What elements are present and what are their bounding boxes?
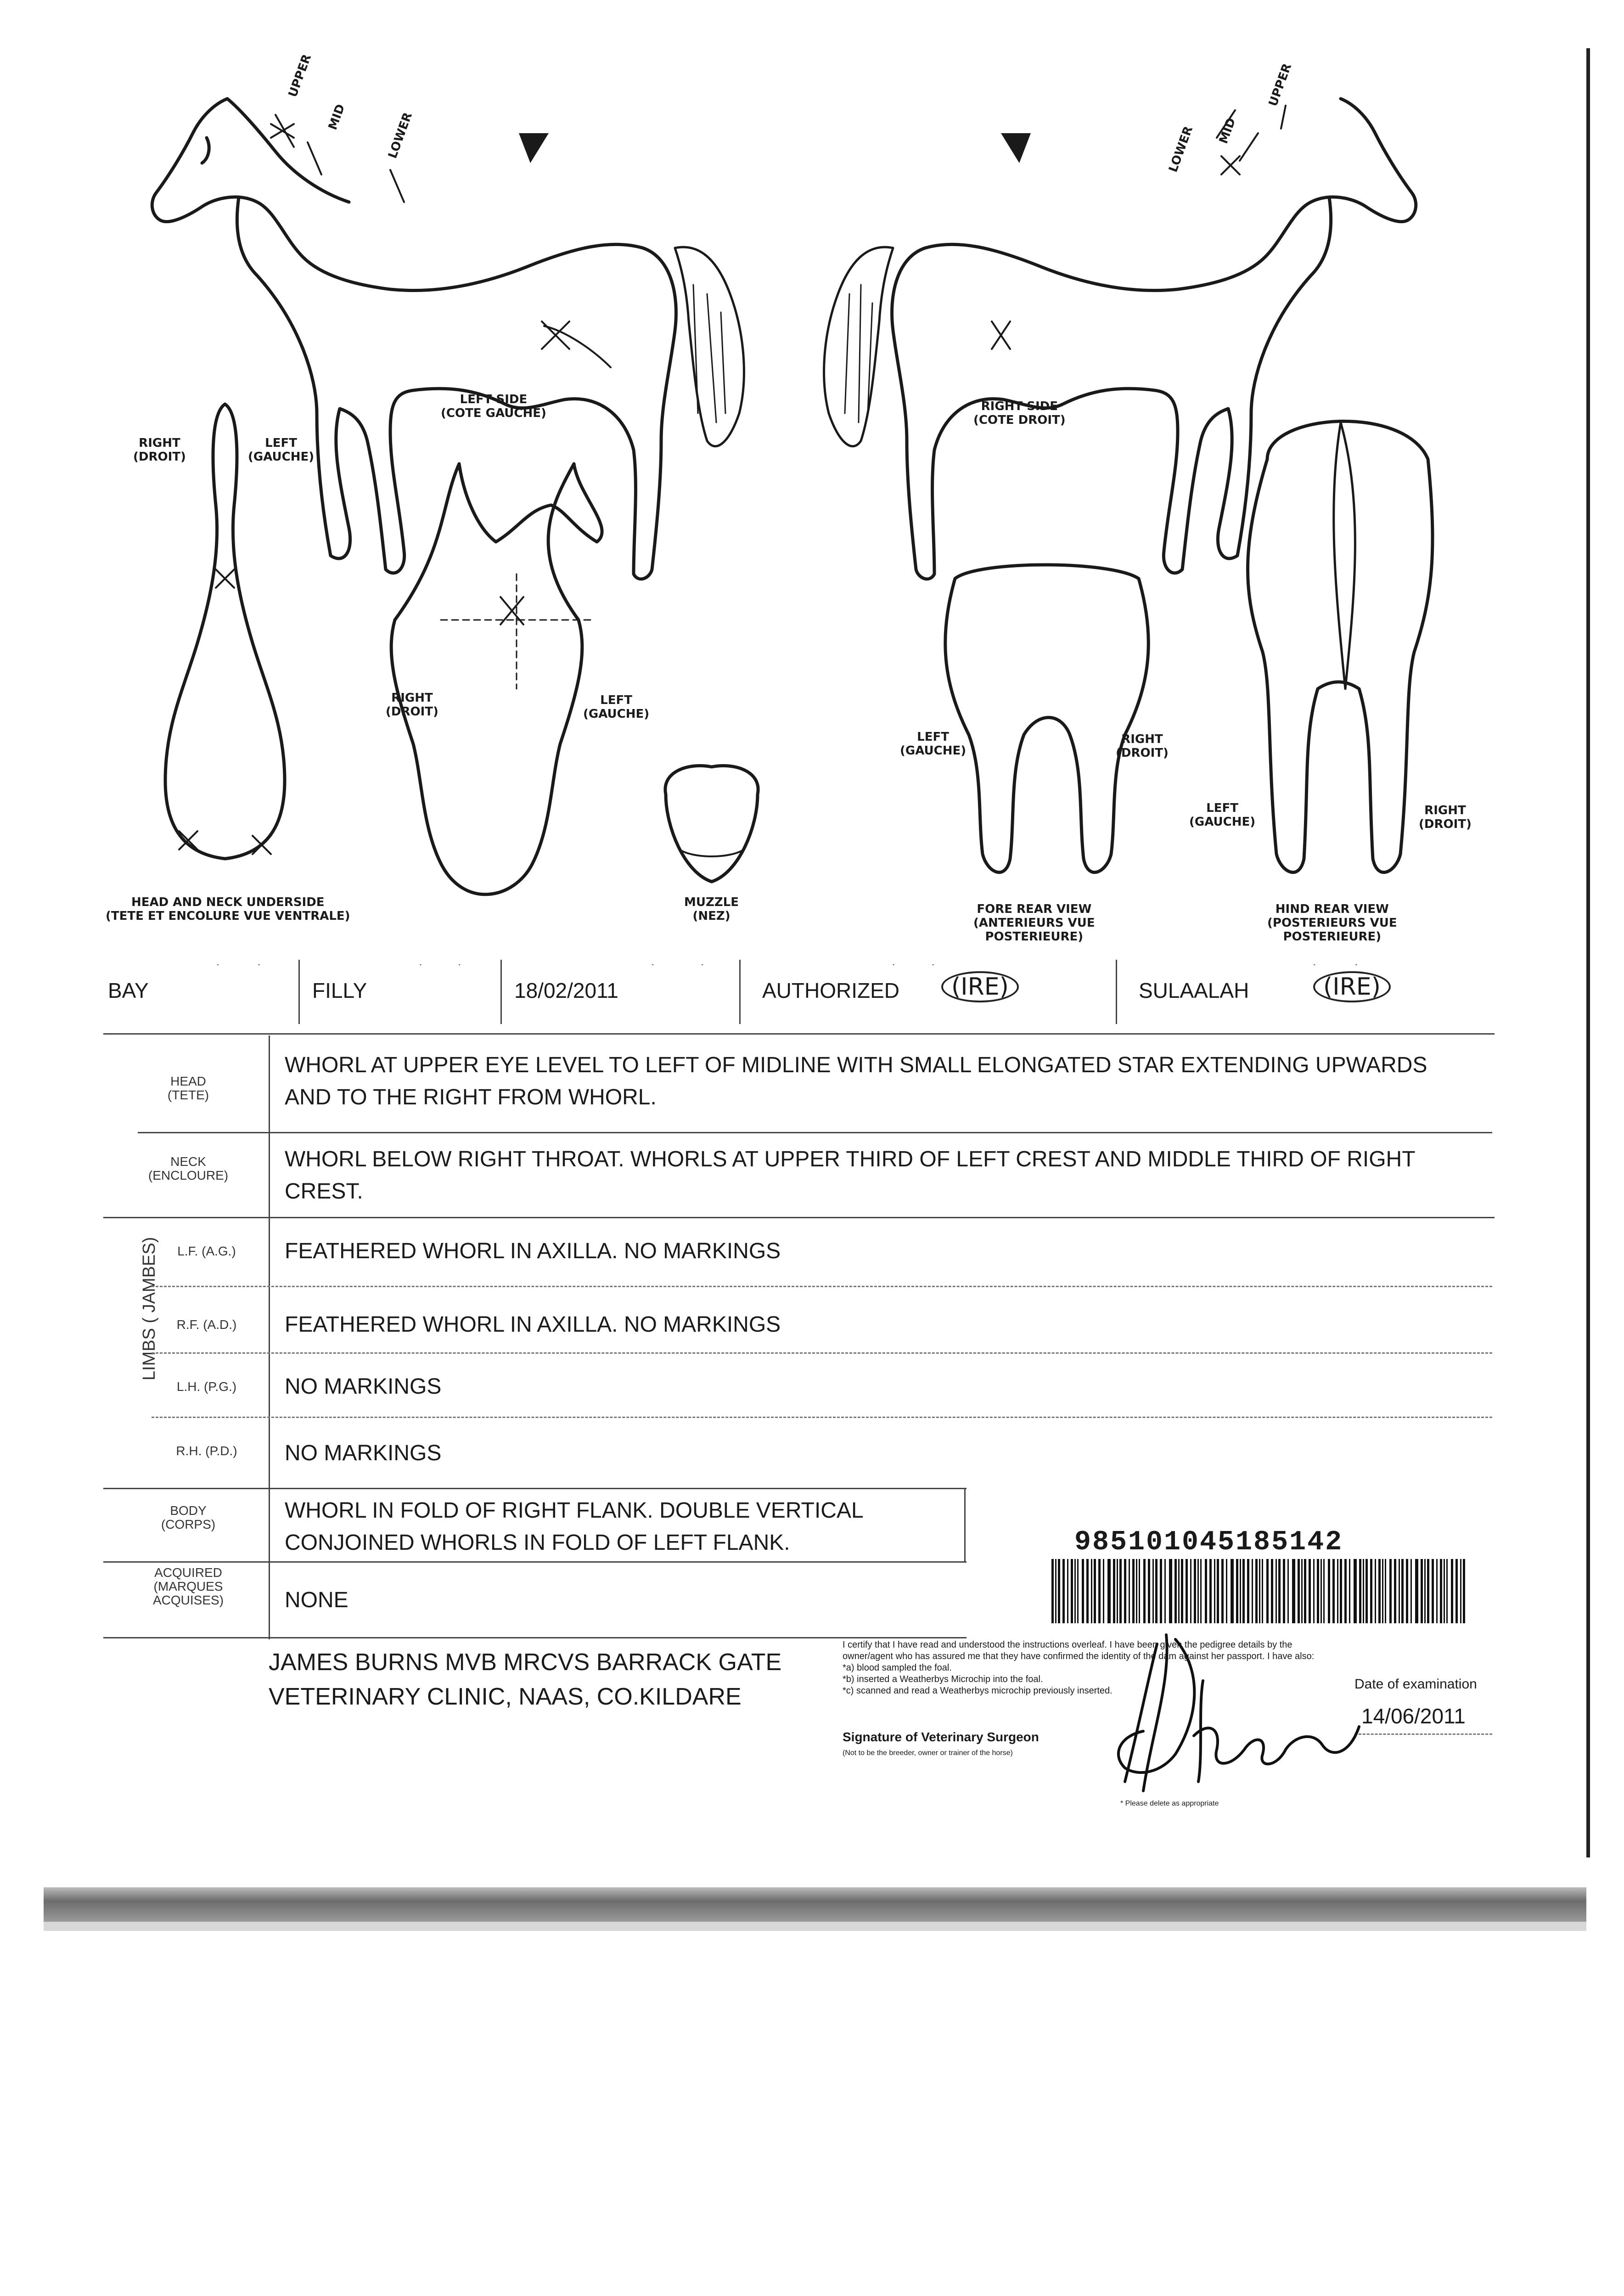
barcode-bar bbox=[1119, 1559, 1122, 1623]
divider-v3 bbox=[739, 960, 741, 1024]
signature-note: (Not to be the breeder, owner or trainer of the horse) bbox=[843, 1749, 1013, 1757]
barcode-bar bbox=[1055, 1559, 1056, 1623]
rule-lf bbox=[152, 1286, 1492, 1288]
barcode-bar bbox=[1174, 1559, 1177, 1623]
barcode-bar bbox=[1283, 1559, 1285, 1623]
label-mid-right: MID bbox=[1216, 116, 1239, 146]
barcode-bar bbox=[1399, 1559, 1400, 1623]
barcode-bar bbox=[1226, 1559, 1227, 1623]
fore-rear-view-outline bbox=[945, 565, 1149, 872]
barcode-bar bbox=[1117, 1559, 1118, 1623]
markings-label-divider bbox=[269, 1035, 270, 1639]
barcode-bar bbox=[1247, 1559, 1249, 1623]
barcode-bar bbox=[1415, 1559, 1418, 1623]
barcode-bar bbox=[1401, 1559, 1404, 1623]
barcode-bar bbox=[1098, 1559, 1101, 1623]
barcode-bar bbox=[1186, 1559, 1188, 1623]
barcode-bar bbox=[1266, 1559, 1269, 1623]
label-upper-right: UPPER bbox=[1266, 62, 1295, 108]
barcode-bar bbox=[1406, 1559, 1408, 1623]
lf-label: L.F. (A.G.) bbox=[177, 1244, 236, 1258]
label-face-left: LEFT (GAUCHE) bbox=[583, 693, 650, 721]
label-fore-left: LEFT (GAUCHE) bbox=[900, 730, 967, 758]
rule-under-header bbox=[103, 1033, 1495, 1035]
acquired-label: ACQUIRED (MARQUES ACQUISES) bbox=[152, 1565, 224, 1607]
barcode-bar bbox=[1252, 1559, 1253, 1623]
dob-value: 18/02/2011 bbox=[514, 979, 618, 1002]
label-hind-left: LEFT (GAUCHE) bbox=[1189, 801, 1256, 829]
barcode-bar bbox=[1169, 1559, 1172, 1623]
scan-edge-shadow bbox=[44, 1887, 1586, 1922]
label-hind-caption: HIND REAR VIEW (POSTERIEURS VUE POSTERIEURE) bbox=[1267, 902, 1397, 944]
barcode-bar bbox=[1062, 1559, 1065, 1623]
barcode-bar bbox=[1214, 1559, 1215, 1623]
barcode-bar bbox=[1143, 1559, 1146, 1623]
barcode-bar bbox=[1086, 1559, 1089, 1623]
header-crop-mask bbox=[44, 946, 1586, 964]
neck-label: NECK (ENCLOURE) bbox=[148, 1154, 229, 1182]
examination-date: 14/06/2011 bbox=[1361, 1704, 1466, 1728]
rule-head bbox=[138, 1132, 1492, 1133]
label-underside-right: RIGHT (DROIT) bbox=[133, 436, 186, 464]
rule-neck bbox=[103, 1217, 1495, 1218]
rule-acquired bbox=[103, 1637, 967, 1638]
rh-label: R.H. (P.D.) bbox=[176, 1444, 237, 1458]
signature-label: Signature of Veterinary Surgeon bbox=[843, 1730, 1039, 1744]
barcode-bar bbox=[1190, 1559, 1191, 1623]
barcode-bar bbox=[1382, 1559, 1383, 1623]
divider-v4 bbox=[1116, 960, 1117, 1024]
barcode-bar bbox=[1129, 1559, 1130, 1623]
barcode-bar bbox=[1451, 1559, 1453, 1623]
label-fore-right: RIGHT (DROIT) bbox=[1116, 732, 1169, 760]
microchip-number: 985101045185142 bbox=[1074, 1527, 1343, 1558]
barcode-bar bbox=[1389, 1559, 1392, 1623]
rule-body bbox=[103, 1561, 967, 1563]
barcode-bar bbox=[1427, 1559, 1429, 1623]
barcode-bar bbox=[1340, 1559, 1342, 1623]
dam-value: SULAALAH bbox=[1139, 979, 1249, 1002]
muzzle-outline bbox=[665, 766, 758, 882]
barcode-bar bbox=[1139, 1559, 1140, 1623]
barcode-bar bbox=[1375, 1559, 1376, 1623]
delete-note: * Please delete as appropriate bbox=[1120, 1800, 1219, 1807]
head-markings: WHORL AT UPPER EYE LEVEL TO LEFT OF MIDLINE WITH SMALL ELONGATED STAR EXTENDING UPWARDS AND TO THE RIGHT FROM WHORL. bbox=[285, 1053, 1427, 1109]
lh-label: L.H. (P.G.) bbox=[176, 1379, 237, 1394]
barcode-bar bbox=[1231, 1559, 1234, 1623]
barcode-bar bbox=[1278, 1559, 1281, 1623]
rf-markings: FEATHERED WHORL IN AXILLA. NO MARKINGS bbox=[285, 1312, 781, 1337]
barcode-bar bbox=[1440, 1559, 1442, 1623]
label-face-right: RIGHT (DROIT) bbox=[386, 691, 438, 719]
barcode-bar bbox=[1444, 1559, 1445, 1623]
barcode-bar bbox=[1304, 1559, 1306, 1623]
sex-value: FILLY bbox=[312, 979, 367, 1002]
barcode-bar bbox=[1181, 1559, 1183, 1623]
barcode-bar bbox=[1205, 1559, 1207, 1623]
rule-rf bbox=[152, 1352, 1492, 1355]
barcode-bar bbox=[1136, 1559, 1137, 1623]
barcode-bar bbox=[1276, 1559, 1277, 1623]
limbs-label: LIMBS ( JAMBES) bbox=[140, 1237, 159, 1381]
barcode-bar bbox=[1058, 1559, 1060, 1623]
barcode-bar bbox=[1323, 1559, 1325, 1623]
barcode-bar bbox=[1132, 1559, 1135, 1623]
barcode-bar bbox=[1337, 1559, 1338, 1623]
barcode-bar bbox=[1071, 1559, 1073, 1623]
rule-lh bbox=[152, 1417, 1492, 1419]
body-markings: WHORL IN FOLD OF RIGHT FLANK. DOUBLE VERTICAL CONJOINED WHORLS IN FOLD OF LEFT FLANK. bbox=[285, 1498, 864, 1555]
barcode-bar bbox=[1349, 1559, 1350, 1623]
label-fore-caption: FORE REAR VIEW (ANTERIEURS VUE POSTERIEURE) bbox=[973, 902, 1095, 944]
barcode-bar bbox=[1051, 1559, 1054, 1623]
underside-outline bbox=[165, 404, 285, 859]
vet-line-1: JAMES BURNS MVB MRCVS BARRACK GATE bbox=[269, 1649, 782, 1676]
label-mid-left: MID bbox=[326, 102, 348, 132]
head-label: HEAD (TETE) bbox=[167, 1074, 209, 1102]
lh-markings: NO MARKINGS bbox=[285, 1374, 442, 1399]
barcode-bar bbox=[1463, 1559, 1465, 1623]
barcode-bar bbox=[1309, 1559, 1311, 1623]
barcode-bar bbox=[1313, 1559, 1315, 1623]
barcode-bar bbox=[1209, 1559, 1212, 1623]
sire-country: (IRE) bbox=[941, 971, 1019, 1002]
divider-v1 bbox=[298, 960, 300, 1024]
face-outline bbox=[391, 464, 602, 895]
barcode-bar bbox=[1328, 1559, 1330, 1623]
barcode-bar bbox=[1370, 1559, 1372, 1623]
label-muzzle: MUZZLE (NEZ) bbox=[684, 895, 739, 923]
microchip-barcode bbox=[1051, 1559, 1474, 1623]
barcode-bar bbox=[1194, 1559, 1196, 1623]
barcode-bar bbox=[1298, 1559, 1300, 1623]
barcode-bar bbox=[1359, 1559, 1361, 1623]
label-upper-left: UPPER bbox=[286, 52, 315, 99]
barcode-bar bbox=[1410, 1559, 1412, 1623]
barcode-bar bbox=[1103, 1559, 1104, 1623]
barcode-bar bbox=[1271, 1559, 1273, 1623]
label-underside-caption: HEAD AND NECK UNDERSIDE (TETE ET ENCOLURE VUE VENTRALE) bbox=[106, 895, 350, 923]
barcode-bar bbox=[1242, 1559, 1245, 1623]
barcode-bar bbox=[1155, 1559, 1158, 1623]
vet-line-2: VETERINARY CLINIC, NAAS, CO.KILDARE bbox=[269, 1683, 742, 1710]
hind-rear-view-outline bbox=[1248, 421, 1433, 872]
body-right-divider bbox=[964, 1488, 966, 1561]
acquired-markings: NONE bbox=[285, 1588, 348, 1612]
barcode-bar bbox=[1152, 1559, 1154, 1623]
label-lower-right: LOWER bbox=[1166, 124, 1196, 174]
barcode-bar bbox=[1240, 1559, 1241, 1623]
barcode-bar bbox=[1292, 1559, 1295, 1623]
barcode-bar bbox=[1113, 1559, 1115, 1623]
barcode-bar bbox=[1287, 1559, 1289, 1623]
barcode-bar bbox=[1164, 1559, 1166, 1623]
label-left-side: LEFT SIDE (COTE GAUCHE) bbox=[441, 393, 546, 420]
barcode-bar bbox=[1394, 1559, 1396, 1623]
barcode-bar bbox=[1067, 1559, 1068, 1623]
barcode-bar bbox=[1160, 1559, 1162, 1623]
lf-markings: FEATHERED WHORL IN AXILLA. NO MARKINGS bbox=[285, 1239, 781, 1263]
barcode-bar bbox=[1317, 1559, 1319, 1623]
barcode-bar bbox=[1344, 1559, 1347, 1623]
rule-rh bbox=[103, 1488, 967, 1489]
dam-country: (IRE) bbox=[1313, 971, 1391, 1002]
barcode-bar bbox=[1332, 1559, 1335, 1623]
barcode-bar bbox=[1446, 1559, 1448, 1623]
barcode-bar bbox=[1424, 1559, 1426, 1623]
barcode-bar bbox=[1259, 1559, 1260, 1623]
colour-value: BAY bbox=[108, 979, 149, 1002]
date-label: Date of examination bbox=[1354, 1677, 1477, 1692]
barcode-bar bbox=[1363, 1559, 1364, 1623]
certificate-text: I certify that I have read and understood the instructions overleaf. I have been given the pedigree details by the owner/agent who has assured me that they have confirmed the identity of the dam against her passport. I have also: *a) blood sampled the foal. *b) inserted a Weatherbys Microchip into the foal. *c) scanned and read a Weatherbys microchip previously inserted. bbox=[843, 1640, 1315, 1696]
barcode-bar bbox=[1354, 1559, 1357, 1623]
barcode-bar bbox=[1378, 1559, 1381, 1623]
barcode-bar bbox=[1074, 1559, 1076, 1623]
barcode-bar bbox=[1366, 1559, 1368, 1623]
barcode-bar bbox=[1321, 1559, 1322, 1623]
barcode-bar bbox=[1200, 1559, 1202, 1623]
scan-edge-highlight bbox=[44, 1922, 1586, 1931]
sire-value: AUTHORIZED bbox=[762, 979, 899, 1002]
barcode-bar bbox=[1107, 1559, 1111, 1623]
rh-markings: NO MARKINGS bbox=[285, 1441, 442, 1465]
left-side-horse-outline bbox=[152, 99, 744, 579]
label-lower-left: LOWER bbox=[386, 110, 416, 161]
label-right-side: RIGHT SIDE (COTE DROIT) bbox=[973, 400, 1066, 427]
barcode-bar bbox=[1091, 1559, 1092, 1623]
right-arrow-marker bbox=[1001, 133, 1031, 163]
neck-level-markers bbox=[271, 106, 1286, 202]
rf-label: R.F. (A.D.) bbox=[176, 1317, 237, 1332]
date-rule bbox=[1354, 1733, 1492, 1736]
label-hind-right: RIGHT (DROIT) bbox=[1419, 804, 1472, 831]
right-side-horse-outline bbox=[824, 99, 1416, 579]
barcode-bar bbox=[1178, 1559, 1180, 1623]
barcode-bar bbox=[1255, 1559, 1258, 1623]
barcode-bar bbox=[1455, 1559, 1458, 1623]
barcode-bar bbox=[1197, 1559, 1199, 1623]
vet-signature bbox=[1084, 1616, 1368, 1800]
barcode-bar bbox=[1301, 1559, 1303, 1623]
barcode-bar bbox=[1217, 1559, 1219, 1623]
barcode-bar bbox=[1262, 1559, 1263, 1623]
barcode-bar bbox=[1421, 1559, 1423, 1623]
barcode-bar bbox=[1460, 1559, 1461, 1623]
neck-markings: WHORL BELOW RIGHT THROAT. WHORLS AT UPPER THIRD OF LEFT CREST AND MIDDLE THIRD OF RIGHT CREST. bbox=[285, 1147, 1416, 1204]
body-label: BODY (CORPS) bbox=[161, 1503, 216, 1531]
barcode-bar bbox=[1432, 1559, 1434, 1623]
barcode-bar bbox=[1236, 1559, 1238, 1623]
divider-v2 bbox=[500, 960, 502, 1024]
barcode-bar bbox=[1094, 1559, 1096, 1623]
barcode-bar bbox=[1385, 1559, 1386, 1623]
barcode-bar bbox=[1082, 1559, 1084, 1623]
left-arrow-marker bbox=[519, 133, 549, 163]
barcode-bar bbox=[1221, 1559, 1224, 1623]
barcode-bar bbox=[1077, 1559, 1079, 1623]
barcode-bar bbox=[1436, 1559, 1438, 1623]
barcode-bar bbox=[1148, 1559, 1150, 1623]
label-underside-left: LEFT (GAUCHE) bbox=[248, 436, 315, 464]
barcode-bar bbox=[1124, 1559, 1126, 1623]
